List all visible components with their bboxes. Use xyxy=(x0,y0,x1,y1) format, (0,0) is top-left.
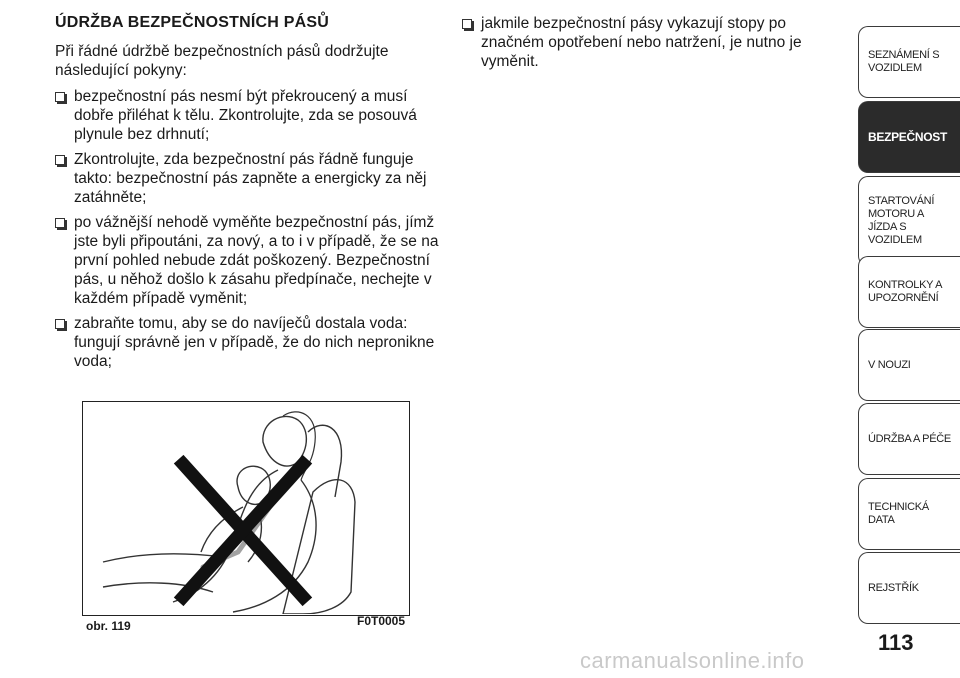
list-item: zabraňte tomu, aby se do navíječů dostala voda: fungují správně jen v případě, že do nich nepronikne voda; xyxy=(55,314,440,371)
checkbox-bullet-icon xyxy=(55,218,65,228)
checkbox-bullet-icon xyxy=(462,19,472,29)
figure-code: F0T0005 xyxy=(357,614,406,628)
headrest-outline xyxy=(308,425,341,497)
tab-technicka-data[interactable]: TECHNICKÁ DATA xyxy=(858,478,960,550)
right-bullet-list xyxy=(462,14,807,71)
list-item: po vážnější nehodě vyměňte bezpečnostní pás, jímž jste byli připoutáni, za nový, a to i v případě, že se na první pohled nebude zdát poškozený. Bezpečnostní pás, u něhož došlo k zásahu předpínače, nechejte v každém případě vyměnit; xyxy=(55,213,440,308)
tab-udrzba-a-pece[interactable]: ÚDRŽBA A PÉČE xyxy=(858,403,960,475)
checkbox-bullet-icon xyxy=(55,319,65,329)
watermark: carmanualsonline.info xyxy=(580,648,805,673)
seatbelt-illustration xyxy=(83,402,408,614)
page-number: 113 xyxy=(878,630,914,655)
right-column xyxy=(462,14,807,77)
tab-startovani-motoru[interactable]: STARTOVÁNÍ MOTORU A JÍZDA S VOZIDLEM xyxy=(858,176,960,266)
adult-legs xyxy=(103,554,223,562)
figure-label: obr. 119 xyxy=(86,619,131,633)
left-bullet-list xyxy=(55,87,440,371)
tab-bezpecnost[interactable]: BEZPEČNOST xyxy=(858,101,960,173)
checkbox-bullet-icon xyxy=(55,155,65,165)
tab-kontrolky-a-upozorneni[interactable]: KONTROLKY A UPOZORNĚNÍ xyxy=(858,256,960,328)
list-item: jakmile bezpečnostní pásy vykazují stopy po značném opotřebení nebo natržení, je nutno je vyměnit. xyxy=(462,14,807,71)
section-heading: ÚDRŽBA BEZPEČNOSTNÍCH PÁSŮ xyxy=(55,14,329,31)
tab-seznameni-s-vozidlem[interactable]: SEZNÁMENÍ S VOZIDLEM xyxy=(858,26,960,98)
intro-text: Při řádné údržbě bezpečnostních pásů dodržujte následující pokyny: xyxy=(55,43,389,79)
list-item: Zkontrolujte, zda bezpečnostní pás řádně funguje takto: bezpečnostní pás zapněte a energicky za něj zatáhněte; xyxy=(55,150,440,207)
tab-v-nouzi[interactable]: V NOUZI xyxy=(858,329,960,401)
left-column xyxy=(55,14,440,377)
list-item: bezpečnostní pás nesmí být překroucený a musí dobře přiléhat k tělu. Zkontrolujte, zda se posouvá plynule bez drhnutí; xyxy=(55,87,440,144)
illustration-figure xyxy=(82,401,410,616)
checkbox-bullet-icon xyxy=(55,92,65,102)
tab-rejstrik[interactable]: REJSTŘÍK xyxy=(858,552,960,624)
